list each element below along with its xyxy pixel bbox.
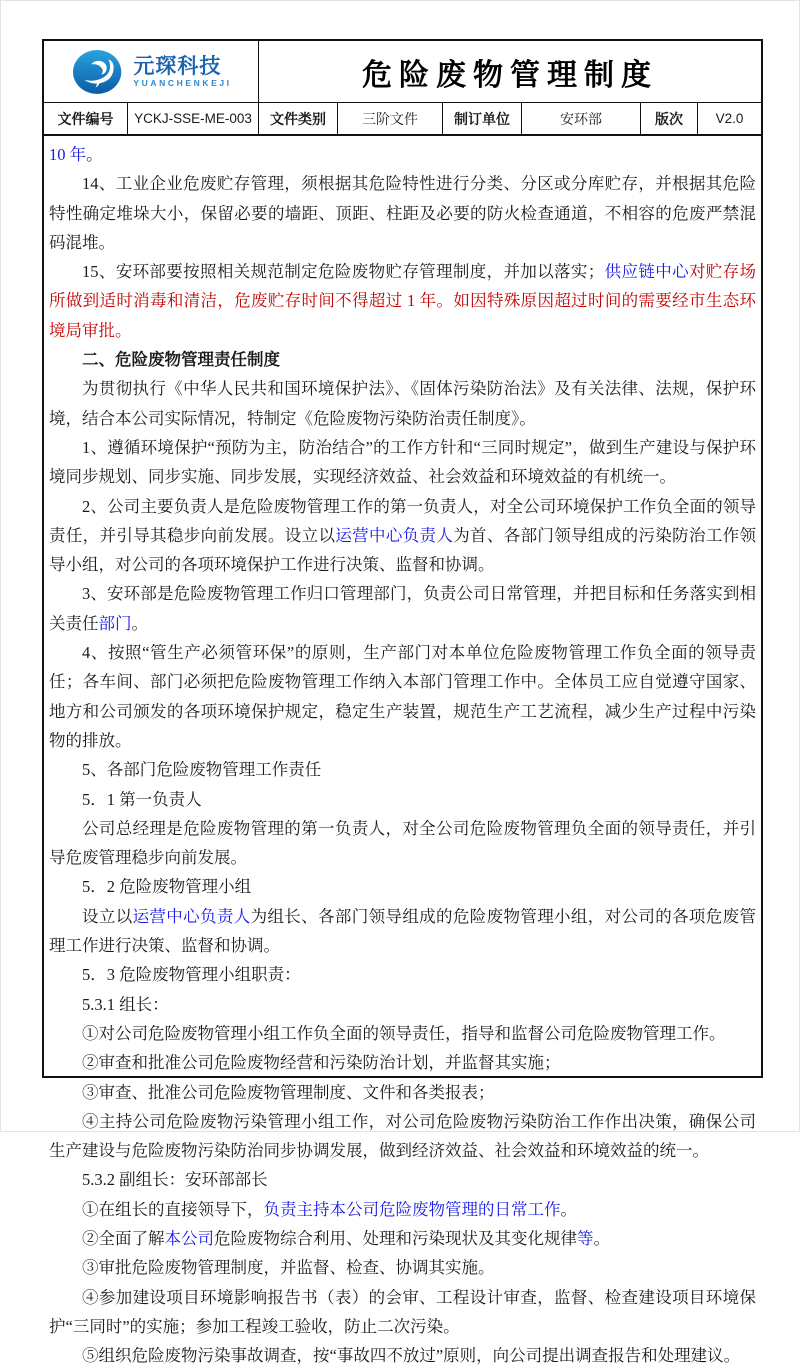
paragraph <box>49 872 756 901</box>
meta-label-file-category: 文件类别 <box>259 103 338 134</box>
paragraph <box>49 990 756 1019</box>
meta-label-file-number: 文件编号 <box>44 103 128 134</box>
text-run: 10 年 <box>49 145 87 164</box>
paragraph <box>49 960 756 989</box>
text-run: 15、安环部要按照相关规范制定危险废物贮存管理制度，并加以落实； <box>82 262 605 282</box>
document-table <box>42 39 763 1366</box>
text-run: 为贯彻执行《中华人民共和国环境保护法》、《固体污染防治法》及有关法律、法规，保护环境，结合本公司实际情况，特制定《危险废物污染防治责任制度》。 <box>49 379 756 428</box>
paragraph <box>49 1253 756 1282</box>
paragraph <box>49 1224 756 1253</box>
paragraph <box>49 169 756 257</box>
paragraph <box>49 1341 756 1370</box>
text-run: 5．1 第一负责人 <box>82 789 202 809</box>
brand-name-cn: 元琛科技 <box>133 54 222 78</box>
text-run: 5.3.1 组长： <box>82 994 169 1014</box>
text-run: ④主持公司危险废物污染管理小组工作，对公司危险废物污染防治工作作出决策，确保公司生产建设与危险废物污染防治同步协调发展，做到经济效益、社会效益和环境效益的统一。 <box>49 1111 756 1161</box>
paragraph <box>49 1107 756 1166</box>
text-run: 负责主持本公司危险废物管理的日常工作 <box>263 1199 561 1219</box>
text-run: 二、危险废物管理责任制度 <box>82 350 280 370</box>
text-run: 公司总经理是危险废物管理的第一负责人，对全公司危险废物管理负全面的领导责任，并引导危废管理稳步向前发展。 <box>49 818 756 868</box>
document-header <box>44 41 761 103</box>
text-run: 5.3.2 副组长：安环部部长 <box>82 1170 268 1190</box>
paragraph <box>49 1165 756 1194</box>
text-run: 本公司 <box>164 1228 214 1248</box>
text-run: 部门 <box>98 613 132 633</box>
paragraph <box>49 257 756 345</box>
text-run: 为首、各部门领导组成的污染防治工作领导小组，对公司的各项环境保护工作进行决策、监督和协调。 <box>49 525 757 575</box>
document-title: 危险废物管理制度 <box>362 58 658 92</box>
text-run: 2、公司主要负责人是危险废物管理工作的第一负责人，对全公司环境保护工作负全面的领导责任，并引导其稳步向前发展。设立以 <box>49 496 756 545</box>
paragraph <box>49 814 756 873</box>
text-run: 。 <box>593 1228 610 1248</box>
section-heading <box>49 345 756 374</box>
text-run: ②审查和批准公司危险废物经营和污染防治计划，并监督其实施； <box>82 1053 561 1073</box>
paragraph <box>49 140 756 169</box>
paragraph <box>49 1048 756 1077</box>
text-run: 。 <box>560 1199 577 1219</box>
text-run: 危险废物综合利用、处理和污染现状及其变化规律 <box>214 1228 577 1248</box>
meta-value-file-category: 三阶文件 <box>338 103 443 134</box>
text-run: 运营中心负责人 <box>132 906 251 926</box>
text-run: ③审查、批准公司危险废物管理制度、文件和各类报表； <box>82 1082 495 1102</box>
text-run: 4、按照“管生产必须管环保”的原则，生产部门对本单位危险废物管理工作负全面的领导责任；各车间、部门必须把危险废物管理工作纳入本部门管理工作中。全体员工应自觉遵守国家、地方和公司颁发的各项环境保护规定，稳定生产装置，规范生产工艺流程，减少生产过程中污染物的排放。 <box>49 643 756 750</box>
text-run: 设立以 <box>82 906 133 926</box>
meta-label-version: 版次 <box>641 103 698 134</box>
paragraph <box>49 755 756 784</box>
document-meta-row <box>44 103 761 136</box>
text-run: 供应链中心 <box>604 262 689 282</box>
document-body <box>44 136 761 1366</box>
text-run: ②全面了解 <box>82 1228 165 1248</box>
paragraph <box>49 785 756 814</box>
text-run: ⑤组织危险废物污染事故调查，按“事故四不放过”原则，向公司提出调查报告和处理建议。 <box>82 1346 741 1366</box>
text-run: 5．3 危险废物管理小组职责： <box>82 965 301 985</box>
logo-mark-icon <box>70 47 126 97</box>
text-run: 运营中心负责人 <box>335 525 454 545</box>
text-run: 3、安环部是危险废物管理工作归口管理部门，负责公司日常管理，并把目标和任务落实到相关责任 <box>49 584 756 633</box>
text-run: ③审批危险废物管理制度，并监督、检查、协调其实施。 <box>82 1258 495 1278</box>
text-run: 1、遵循环境保护“预防为主，防治结合”的工作方针和“三同时规定”，做到生产建设与保护环境同步规划、同步实施、同步发展，实现经济效益、社会效益和环境效益的有机统一。 <box>49 437 756 487</box>
text-run: 。 <box>131 613 148 633</box>
meta-value-file-number: YCKJ-SSE-ME-003 <box>128 103 259 134</box>
text-run: 5．2 危险废物管理小组 <box>82 877 252 897</box>
paragraph <box>49 433 756 492</box>
text-run: 对贮存场所做到适时消毒和清洁，危废贮存时间不得超过 1 年。如因特殊原因超过时间的需要经市生态环境局审批。 <box>49 262 757 340</box>
text-run: 。 <box>86 145 103 164</box>
paragraph <box>49 492 756 580</box>
paragraph <box>49 902 756 961</box>
text-run: 5、各部门危险废物管理工作责任 <box>82 760 322 780</box>
paragraph <box>49 579 756 638</box>
brand-name-en: YUANCHENKEJI <box>133 77 232 88</box>
text-run: 等 <box>577 1228 594 1248</box>
brand-text <box>133 56 231 88</box>
paragraph <box>49 1283 756 1342</box>
text-run: ④参加建设项目环境影响报告书（表）的会审、工程设计审查，监督、检查建设项目环境保护“三同时”的实施；参加工程竣工验收，防止二次污染。 <box>49 1287 756 1336</box>
text-run: 14、工业企业危废贮存管理，须根据其危险特性进行分类、分区或分库贮存，并根据其危险特性确定堆垛大小，保留必要的墙距、顶距、柱距及必要的防火检查通道，不相容的危废严禁混码混堆。 <box>49 174 756 252</box>
paragraph <box>49 638 756 755</box>
meta-value-issuing-unit: 安环部 <box>522 103 641 134</box>
text-run: 为组长、各部门领导组成的危险废物管理小组，对公司的各项危废管理工作进行决策、监督和协调。 <box>49 906 757 956</box>
meta-value-version: V2.0 <box>715 111 744 126</box>
company-logo <box>44 41 259 102</box>
text-run: ①对公司危险废物管理小组工作负全面的领导责任，指导和监督公司危险废物管理工作。 <box>82 1023 726 1043</box>
paragraph <box>49 1078 756 1107</box>
paragraph <box>49 1019 756 1048</box>
paragraph <box>49 374 756 433</box>
meta-label-issuing-unit: 制订单位 <box>443 103 522 134</box>
text-run: ①在组长的直接领导下， <box>82 1199 264 1219</box>
paragraph <box>49 1195 756 1224</box>
